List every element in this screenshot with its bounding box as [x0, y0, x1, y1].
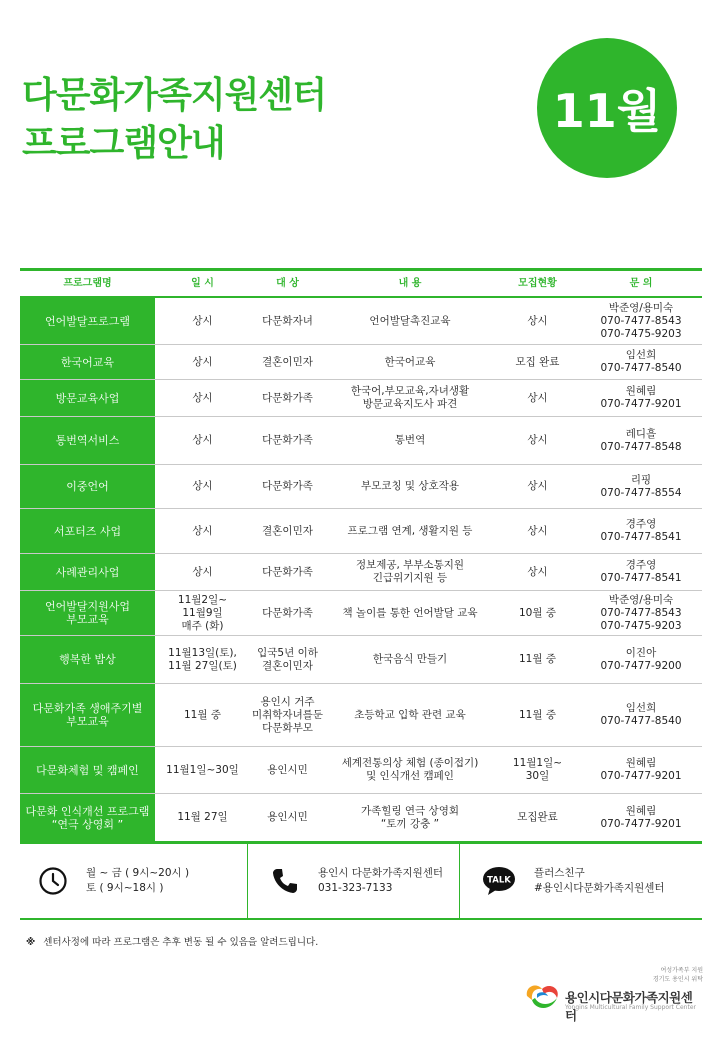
program-date: 11월2일~ 11월9일 매주 (화): [177, 593, 228, 632]
program-target: 결혼이민자: [262, 355, 313, 368]
program-date: 11월 27일: [177, 811, 228, 823]
month-badge: 11월: [537, 38, 677, 178]
program-name: 서포터즈 사업: [20, 509, 155, 553]
program-content: 한국음식 만들기: [372, 653, 448, 665]
program-table: [20, 268, 702, 844]
center-logo: [523, 966, 703, 1023]
program-target: 입국5년 이하 결혼이민자: [257, 646, 318, 672]
clock-icon: [38, 866, 68, 896]
title-line-2: 프로그램안내: [22, 123, 225, 164]
header-target: 대 상: [276, 278, 299, 289]
program-target: 다문화가족: [262, 606, 313, 619]
program-target: 용인시민: [267, 763, 308, 776]
table-row: [20, 794, 702, 841]
program-name: 행복한 밥상: [20, 636, 155, 683]
program-status: 상시: [527, 565, 548, 578]
table-row: [20, 509, 702, 554]
logo-sub-text: 여성가족부 지원 경기도 용인시 위탁: [652, 967, 703, 983]
program-content: 통번역: [394, 434, 426, 446]
program-status: 10월 중: [519, 606, 556, 619]
program-date: 11월13일(토), 11월 27일(토): [168, 646, 237, 672]
table-row: [20, 636, 702, 684]
program-status: 모집완료: [517, 811, 558, 823]
header-date: 일 시: [191, 278, 214, 289]
program-content: 초등학교 입학 관련 교육: [354, 708, 466, 721]
program-date: 상시: [192, 524, 213, 537]
program-contact: 경주영 070-7477-8541: [600, 559, 682, 584]
table-row: [20, 345, 702, 380]
table-row: [20, 298, 702, 345]
notice-text: 센터사정에 따라 프로그램은 추후 변동 될 수 있음을 알려드립니다.: [43, 937, 319, 948]
program-date: 상시: [192, 565, 213, 578]
program-name: 방문교육사업: [20, 380, 155, 416]
program-contact: 경주영 070-7477-8541: [600, 518, 682, 543]
program-status: 상시: [527, 314, 548, 327]
program-name: 다문화 인식개선 프로그램 “연극 상영회 ”: [20, 794, 155, 841]
table-row: [20, 380, 702, 417]
header-content: 내 용: [398, 278, 422, 289]
table-row: [20, 465, 702, 509]
page-title: [22, 72, 326, 168]
program-content: 가족힐링 연극 상영회 “토끼 강충 ”: [361, 804, 459, 830]
program-contact: 임선희 070-7477-8540: [600, 349, 682, 374]
header-status: 모집현황: [518, 278, 557, 289]
program-status: 상시: [527, 524, 548, 537]
program-contact: 박준영/용미숙 070-7477-8543 070-7475-9203: [600, 593, 682, 632]
program-date: 상시: [192, 480, 213, 492]
program-content: 한국어교육: [384, 355, 436, 368]
program-date: 상시: [192, 314, 213, 327]
phone-icon: [270, 866, 300, 896]
program-content: 세계전통의상 체험 (종이접기) 및 인식개선 캠페인: [341, 757, 479, 782]
program-status: 상시: [527, 391, 548, 404]
program-content: 부모코칭 및 상호작용: [361, 480, 459, 492]
program-contact: 리핑 070-7477-8554: [600, 473, 682, 499]
phone-text[interactable]: 용인시 다문화가족지원센터 031-323-7133: [318, 867, 444, 894]
program-target: 용인시민: [267, 811, 308, 823]
program-date: 11월1일~30일: [166, 763, 239, 776]
table-row: [20, 747, 702, 794]
program-name: 통번역서비스: [20, 417, 155, 464]
program-target: 다문화가족: [262, 565, 313, 578]
program-name: 다문화가족 생애주기별 부모교육: [20, 684, 155, 746]
program-target: 다문화자녀: [262, 314, 313, 327]
info-footer: [20, 844, 702, 920]
kakao-info: [460, 844, 702, 918]
program-content: 한국어,부모교육,자녀생활 방문교육지도사 파견: [350, 385, 470, 410]
program-contact: 이진아 070-7477-9200: [600, 646, 682, 672]
program-content: 정보제공, 부부소통지원 긴급위기지원 등: [355, 559, 465, 584]
program-status: 11월1일~ 30일: [512, 757, 563, 782]
table-row: [20, 684, 702, 747]
program-name: 사례관리사업: [20, 554, 155, 590]
program-contact: 원혜림 070-7477-9201: [600, 757, 682, 782]
program-name: 한국어교육: [20, 345, 155, 379]
program-content: 프로그램 연계, 생활지원 등: [347, 524, 473, 537]
kakao-text[interactable]: 플러스친구 #용인시다문화가족지원센터: [534, 867, 665, 894]
program-status: 11월 중: [519, 653, 556, 665]
notice: [26, 934, 318, 948]
header-contact: 문 의: [629, 278, 653, 289]
title-line-1: 다문화가족지원센터: [22, 75, 326, 116]
program-status: 상시: [527, 434, 548, 446]
logo-english-name: Yongins Multicultural Family Support Center: [565, 1004, 696, 1011]
program-contact: 임선희 070-7477-8540: [600, 702, 682, 727]
program-contact: 원혜림 070-7477-9201: [600, 804, 682, 830]
program-target: 다문화가족: [262, 391, 313, 404]
program-name: 이중언어: [20, 465, 155, 508]
table-header: [20, 271, 702, 298]
program-contact: 박준영/용미숙 070-7477-8543 070-7475-9203: [600, 301, 682, 340]
program-status: 모집 완료: [515, 355, 560, 368]
table-row: [20, 417, 702, 465]
program-date: 11월 중: [184, 708, 221, 721]
svg-text:TALK: TALK: [487, 875, 511, 886]
kakaotalk-icon: [482, 866, 516, 896]
notice-mark: ※: [26, 937, 36, 948]
program-target: 다문화가족: [262, 480, 313, 492]
program-content: 언어발달촉진교육: [369, 314, 451, 327]
phone-info: [248, 844, 460, 918]
table-row: [20, 591, 702, 636]
hours-info: [20, 844, 248, 918]
program-date: 상시: [192, 434, 213, 446]
program-target: 용인시 거주 미취학자녀를둔 다문화부모: [252, 695, 324, 734]
program-status: 상시: [527, 480, 548, 492]
program-target: 다문화가족: [262, 434, 313, 446]
program-target: 결혼이민자: [262, 524, 313, 537]
table-row: [20, 554, 702, 591]
program-content: 책 놀이를 통한 언어발달 교육: [342, 606, 478, 619]
program-date: 상시: [192, 391, 213, 404]
program-contact: 원혜림 070-7477-9201: [600, 385, 682, 410]
logo-name: 용인시다문화가족지원센터: [565, 990, 693, 1023]
program-status: 11월 중: [519, 708, 556, 721]
program-name: 언어발달지원사업 부모교육: [20, 591, 155, 635]
program-name: 언어발달프로그램: [20, 298, 155, 344]
program-date: 상시: [192, 355, 213, 368]
header-program: 프로그램명: [63, 278, 112, 289]
program-contact: 레디흘 070-7477-8548: [600, 427, 682, 453]
program-name: 다문화체험 및 캠페인: [20, 747, 155, 793]
family-logo-icon: [523, 980, 561, 1012]
hours-text: 월 ~ 금 ( 9시~20시 ) 토 ( 9시~18시 ): [86, 867, 190, 894]
